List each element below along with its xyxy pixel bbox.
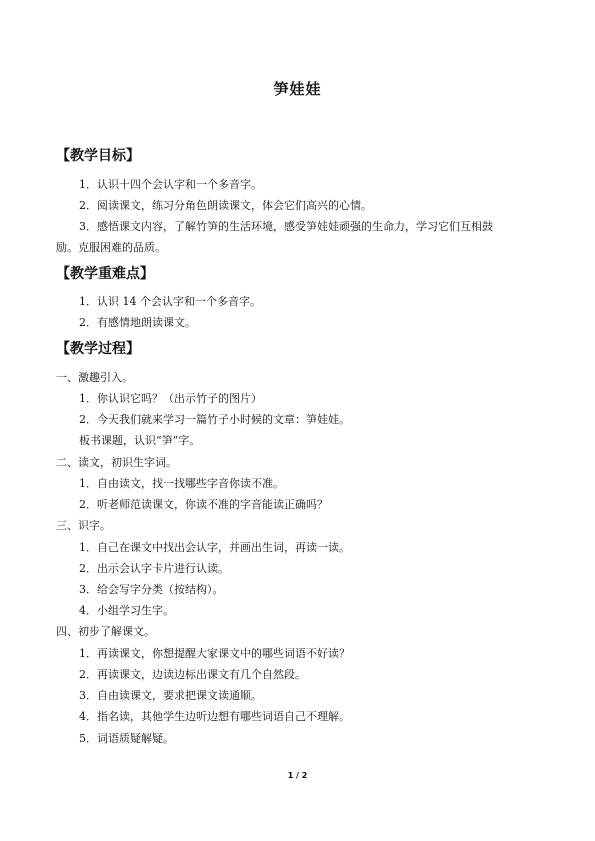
process-item: 2．听老师范读课文，你读不准的字音能读正确吗？ <box>79 498 328 511</box>
process-item: 4．小组学习生字。 <box>79 604 174 617</box>
process-step-heading: 一、激趣引入。 <box>56 371 133 384</box>
process-item: 4．指名读，其他学生边听边想有哪些词语自己不理解。 <box>79 710 350 723</box>
process-step-heading: 四、初步了解课文。 <box>56 625 155 638</box>
page-title: 笋娃娃 <box>273 80 322 98</box>
section-heading-process: 【教学过程】 <box>56 341 140 357</box>
process-item: 3．自由读课文，要求把课文读通顺。 <box>79 689 262 702</box>
goal-item: 1．认识十四个会认字和一个多音字。 <box>79 178 262 191</box>
process-item: 2．今天我们就来学习一篇竹子小时候的文章：笋娃娃。 <box>79 413 350 426</box>
process-step-heading: 二、读文，初识生字词。 <box>56 456 177 469</box>
goal-item: 2．阅读课文，练习分角色朗读课文，体会它们高兴的心情。 <box>79 199 372 212</box>
section-heading-key-points: 【教学重难点】 <box>56 266 154 282</box>
process-item: 1．自由读文，找一找哪些字音你读不准。 <box>79 477 284 490</box>
process-item: 1．你认识它吗？（出示竹子的图片） <box>79 392 262 405</box>
process-item: 板书课题，认识“笋”字。 <box>79 434 201 447</box>
process-step-heading: 三、识字。 <box>56 519 111 532</box>
goal-item: 3．感悟课文内容，了解竹笋的生活环境，感受笋娃娃顽强的生命力，学习它们互相鼓 <box>79 220 493 233</box>
process-item: 5．词语质疑解疑。 <box>79 732 174 745</box>
process-item: 3．给会写字分类（按结构）。 <box>79 583 224 596</box>
page-number: 1 / 2 <box>287 771 308 780</box>
process-item: 1．再读课文，你想提醒大家课文中的哪些词语不好读？ <box>79 647 350 660</box>
key-point-item: 2．有感情地朗读课文。 <box>79 316 196 329</box>
key-point-item: 1．认识 14 个会认字和一个多音字。 <box>79 295 261 308</box>
process-item: 1．自己在课文中找出会认字，并画出生词，再读一读。 <box>79 541 350 554</box>
section-heading-goals: 【教学目标】 <box>56 148 140 164</box>
goal-item-continuation: 励。克服困难的品质。 <box>56 241 166 254</box>
process-item: 2．出示会认字卡片进行认读。 <box>79 562 229 575</box>
process-item: 2．再读课文，边读边标出课文有几个自然段。 <box>79 668 306 681</box>
